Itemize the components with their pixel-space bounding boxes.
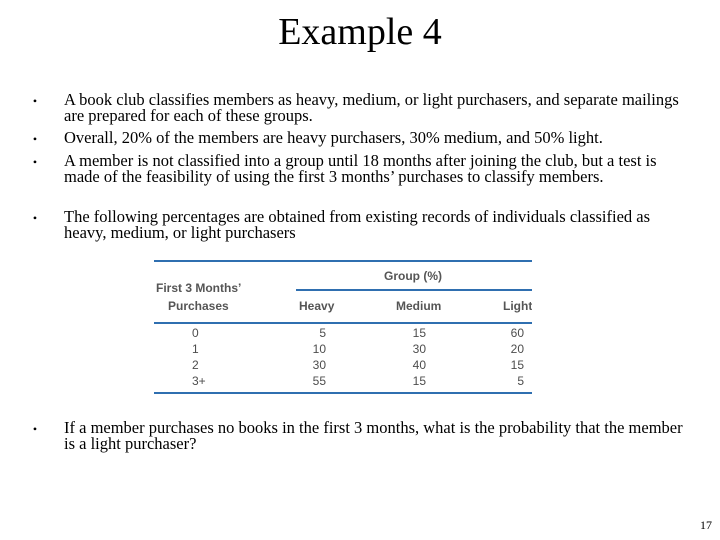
- table-cell: 15: [412, 374, 426, 388]
- table-cell: 5: [517, 374, 524, 388]
- table-cell: 10: [312, 342, 326, 356]
- table-cell: 40: [412, 358, 426, 372]
- table-cell: 20: [510, 342, 524, 356]
- bullet-text: Overall, 20% of the members are heavy purchasers, 30% medium, and 50% light.: [64, 128, 603, 147]
- bullet-icon: •: [32, 155, 38, 169]
- table-cell: 5: [319, 326, 326, 340]
- table-cell: 15: [510, 358, 524, 372]
- row-header-line2: Purchases: [168, 299, 229, 313]
- column-header-heavy: Heavy: [299, 299, 335, 313]
- table-cell: 30: [312, 358, 326, 372]
- table-cell-label: 0: [192, 326, 199, 340]
- page-number: 17: [700, 518, 712, 532]
- purchases-table: [154, 260, 532, 396]
- table-bottom-rule: [154, 392, 532, 394]
- bullet-text: If a member purchases no books in the first 3 months, what is the probability that the member is a light purchaser?: [64, 418, 683, 453]
- table-cell-label: 1: [192, 342, 199, 356]
- table-top-rule: [154, 260, 532, 262]
- bullet-item: [30, 92, 690, 124]
- bullet-item: [30, 153, 690, 185]
- group-header-rule: [296, 289, 532, 291]
- bullet-item: [30, 420, 690, 452]
- row-header-line1: First 3 Months’: [156, 281, 242, 295]
- bullet-icon: •: [32, 211, 38, 225]
- bullet-icon: •: [32, 132, 38, 146]
- bullet-icon: •: [32, 422, 38, 436]
- group-header: Group (%): [384, 269, 442, 283]
- bullet-text: A book club classifies members as heavy, medium, or light purchasers, and separate mailings are prepared for each of these groups.: [64, 90, 679, 125]
- bullet-item: [30, 130, 690, 146]
- table-cell: 15: [412, 326, 426, 340]
- table-cell: 55: [312, 374, 326, 388]
- table-cell: 30: [412, 342, 426, 356]
- table-cell-label: 3+: [192, 374, 206, 388]
- slide-title: Example 4: [278, 11, 442, 53]
- bullet-text: A member is not classified into a group until 18 months after joining the club, but a test is made of the feasibility of using the first 3 months’ purchases to classify members.: [64, 151, 657, 186]
- table-cell-label: 2: [192, 358, 199, 372]
- table-cell: 60: [510, 326, 524, 340]
- table-header-rule: [154, 322, 532, 324]
- column-header-medium: Medium: [396, 299, 442, 313]
- bullet-text: The following percentages are obtained from existing records of individuals classified as heavy, medium, or light purchasers: [64, 207, 651, 242]
- bullet-icon: •: [32, 94, 38, 108]
- bullet-item: [30, 209, 690, 241]
- column-header-light: Light: [503, 299, 532, 313]
